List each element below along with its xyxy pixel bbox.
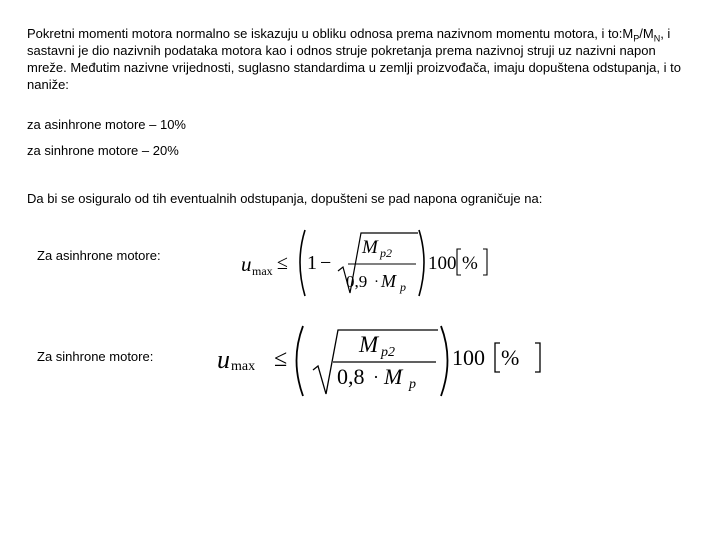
f1-u: u: [241, 252, 252, 276]
f2-leq: ≤: [274, 346, 288, 372]
formula-synchronous-label: Za sinhrone motore:: [37, 349, 154, 364]
f1-minus: −: [320, 252, 332, 274]
f1-hundred: 100: [428, 253, 457, 274]
f2-u: u: [217, 345, 230, 374]
f1-den-coef: 0,9: [346, 272, 368, 291]
f1-den-sub: p: [400, 280, 406, 294]
intro-slash: /M: [639, 26, 654, 41]
f1-right-bracket: [483, 249, 487, 275]
f2-den-coef: 0,8: [337, 364, 365, 389]
f2-num-m: M: [359, 332, 379, 357]
f2-dot: ·: [373, 367, 379, 387]
f2-left-paren: [297, 326, 304, 396]
tolerance-synchronous: za sinhrone motore – 20%: [27, 143, 179, 158]
tolerance-asynchronous: za asinhrone motore – 10%: [27, 117, 186, 132]
f1-percent: %: [462, 253, 478, 274]
intro-sub-p: P: [633, 33, 640, 44]
f1-u-sub: max: [252, 264, 273, 278]
f1-num-sub: p2: [380, 246, 392, 260]
f2-left-bracket: [495, 343, 500, 372]
f1-left-paren: [300, 230, 305, 296]
formula-asynchronous: [235, 225, 505, 305]
f2-right-paren: [441, 326, 448, 396]
intro-paragraph: [27, 25, 697, 93]
f2-u-sub: max: [231, 359, 256, 374]
f2-hundred: 100: [452, 345, 485, 370]
f2-den-m: M: [384, 364, 403, 389]
f2-num-sub: p2: [381, 345, 395, 360]
f1-one: 1: [307, 252, 317, 274]
f1-left-bracket: [457, 249, 461, 275]
voltage-drop-note: Da bi se osiguralo od tih eventualnih odstupanja, dopušteni se pad napona ograničuje na:: [27, 191, 543, 206]
f1-right-paren: [419, 230, 424, 296]
f2-den-sub: p: [409, 377, 416, 392]
intro-text-1: Pokretni momenti motora normalno se iskazuju u obliku odnosa prema nazivnom momentu motora, i to:M: [27, 26, 634, 41]
formula-asynchronous-label: Za asinhrone motore:: [37, 248, 161, 263]
f1-num-m: M: [362, 237, 378, 258]
f1-leq: ≤: [277, 252, 288, 274]
f2-right-bracket: [535, 343, 540, 372]
f2-percent: %: [501, 345, 520, 370]
intro-text-2: , i sastavni je dio nazivnih podataka motora kao i odnos struje pokretanja prema nazivnoj struji uz nazivni napon mreže. Međutim nazivne vrijednosti, suglasno standardima u zemlji proizvođača, imaju dopuštena odstupanja, i to naniže:: [27, 26, 681, 92]
formula-synchronous: [212, 322, 552, 402]
f1-dot: ·: [374, 274, 379, 290]
intro-sub-n: N: [653, 33, 661, 44]
f1-den-m: M: [381, 271, 396, 291]
